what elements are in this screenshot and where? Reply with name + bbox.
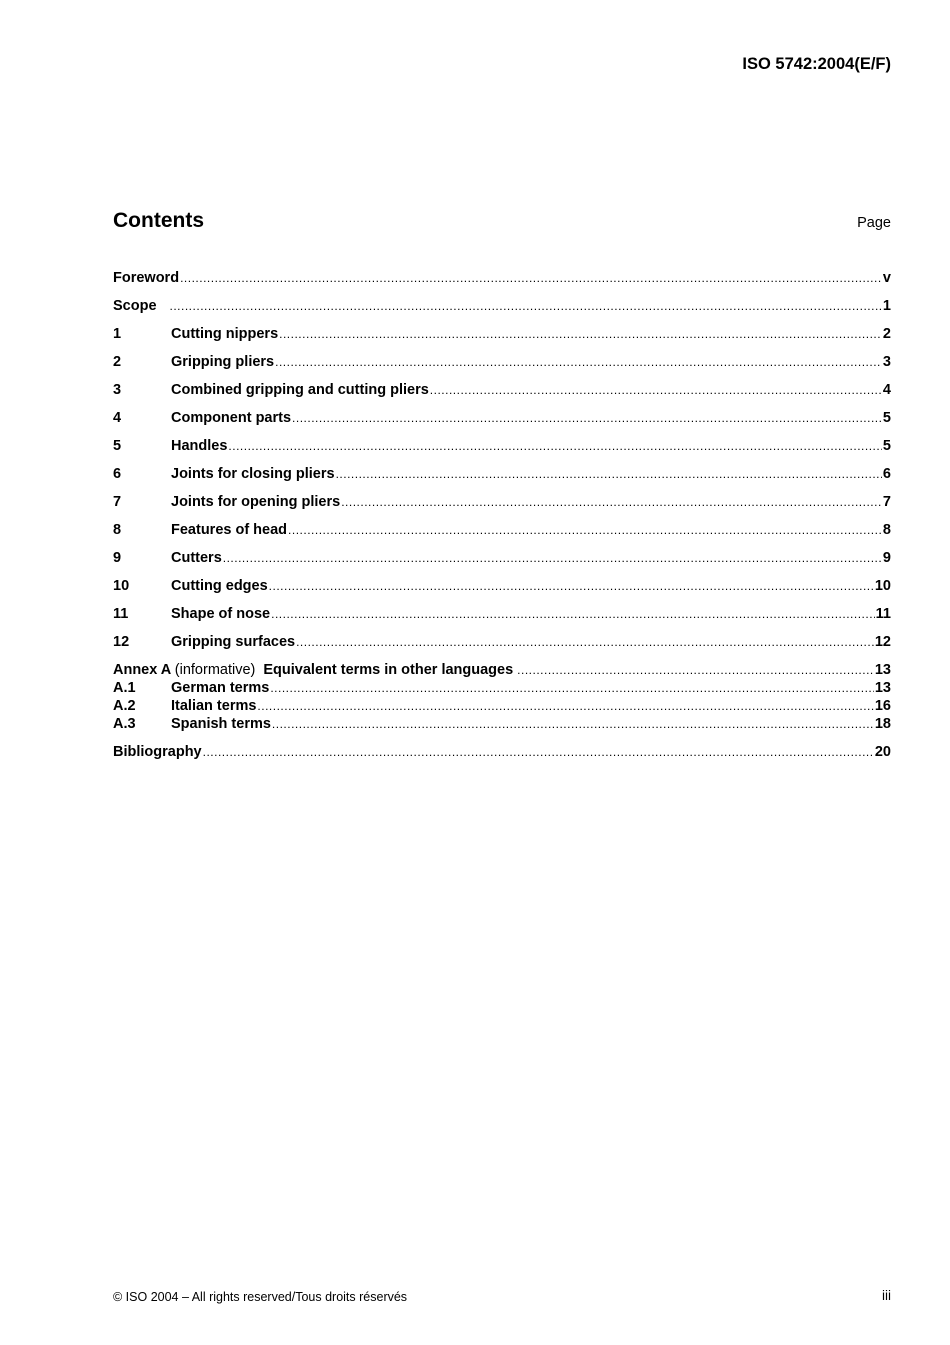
toc-entry-title: Shape of nose — [171, 606, 271, 622]
toc-entry-title: Foreword — [113, 270, 180, 286]
toc-entry-component-parts[interactable] — [113, 409, 891, 437]
toc-entry-page: 1 — [882, 298, 891, 314]
toc-entry-gripping-surfaces[interactable] — [113, 633, 891, 661]
dot-leader — [223, 549, 882, 567]
toc-entry-joints-opening[interactable] — [113, 493, 891, 521]
toc-entry-italian-terms[interactable] — [113, 697, 891, 715]
toc-entry-shape-nose[interactable] — [113, 605, 891, 633]
toc-entry-page: 5 — [882, 410, 891, 426]
toc-entry-page: 18 — [874, 716, 891, 732]
dot-leader — [341, 493, 882, 511]
toc-entry-title: Features of head — [171, 522, 288, 538]
toc-entry-page: 5 — [882, 438, 891, 454]
dot-leader — [517, 661, 874, 679]
toc-entry-title: Bibliography — [113, 744, 202, 760]
toc-entry-title: Joints for closing pliers — [171, 466, 335, 482]
toc-entry-annex-a[interactable] — [113, 661, 891, 679]
toc-entry-foreword[interactable] — [113, 269, 891, 297]
toc-entry-number: 6 — [113, 466, 122, 482]
annex-title: Equivalent terms in other languages — [263, 662, 514, 678]
toc-entry-number: A.2 — [113, 698, 136, 714]
toc-entry-german-terms[interactable] — [113, 679, 891, 697]
toc-entry-title: Gripping pliers — [171, 354, 275, 370]
toc-entry-title: Component parts — [171, 410, 292, 426]
toc-entry-page: 20 — [874, 744, 891, 760]
toc-entry-page: 8 — [882, 522, 891, 538]
dot-leader — [336, 465, 882, 483]
toc-entry-title: Cutters — [171, 550, 222, 566]
toc-entry-number: 11 — [113, 606, 129, 622]
table-of-contents — [113, 269, 891, 771]
toc-entry-number: A.1 — [113, 680, 136, 696]
toc-entry-title: Gripping surfaces — [171, 634, 296, 650]
dot-leader — [430, 381, 882, 399]
toc-entry-cutting-edges[interactable] — [113, 577, 891, 605]
dot-leader — [275, 353, 882, 371]
dot-leader — [292, 409, 882, 427]
toc-entry-title: Cutting nippers — [171, 326, 279, 342]
dot-leader — [296, 633, 874, 651]
toc-entry-title: Scope — [113, 298, 157, 314]
dot-leader — [288, 521, 882, 539]
dot-leader — [269, 577, 874, 595]
toc-entry-scope[interactable] — [113, 297, 891, 325]
toc-entry-cutters[interactable] — [113, 549, 891, 577]
annex-qualifier: (informative) — [174, 662, 256, 678]
toc-entry-spanish-terms[interactable] — [113, 715, 891, 733]
dot-leader — [271, 605, 875, 623]
toc-entry-page: 11 — [875, 606, 891, 622]
annex-label: Annex A — [113, 662, 171, 678]
contents-heading: Contents — [113, 209, 204, 232]
toc-entry-title: Spanish terms — [171, 716, 271, 732]
toc-entry-features-head[interactable] — [113, 521, 891, 549]
toc-entry-number: 7 — [113, 494, 122, 510]
toc-entry-number: A.3 — [113, 716, 136, 732]
toc-entry-number: 10 — [113, 578, 130, 594]
toc-entry-number: 8 — [113, 522, 122, 538]
toc-entry-title: German terms — [171, 680, 270, 696]
toc-entry-handles[interactable] — [113, 437, 891, 465]
toc-entry-page: 6 — [882, 466, 891, 482]
dot-leader — [203, 743, 874, 761]
toc-entry-bibliography[interactable] — [113, 743, 891, 771]
dot-leader — [228, 437, 882, 455]
toc-entry-joints-closing[interactable] — [113, 465, 891, 493]
dot-leader — [170, 297, 882, 315]
toc-entry-page: v — [882, 270, 891, 286]
toc-entry-page: 7 — [882, 494, 891, 510]
toc-entry-combined-pliers[interactable] — [113, 381, 891, 409]
toc-entry-title: Joints for opening pliers — [171, 494, 341, 510]
toc-entry-title: Handles — [171, 438, 228, 454]
toc-entry-page: 10 — [874, 578, 891, 594]
toc-entry-number: 3 — [113, 382, 122, 398]
dot-leader — [272, 715, 874, 733]
toc-entry-page: 2 — [882, 326, 891, 342]
toc-entry-gripping-pliers[interactable] — [113, 353, 891, 381]
toc-entry-page: 4 — [882, 382, 891, 398]
document-id: ISO 5742:2004(E/F) — [742, 55, 891, 73]
footer-page-number: iii — [882, 1288, 891, 1303]
toc-entry-number: 2 — [113, 354, 122, 370]
toc-entry-page: 3 — [882, 354, 891, 370]
toc-entry-page: 9 — [882, 550, 891, 566]
toc-entry-title: Combined gripping and cutting pliers — [171, 382, 429, 398]
dot-leader — [279, 325, 882, 343]
annex-heading — [113, 661, 513, 679]
toc-entry-cutting-nippers[interactable] — [113, 325, 891, 353]
page-column-label: Page — [857, 215, 891, 231]
toc-entry-title: Cutting edges — [171, 578, 268, 594]
dot-leader — [257, 697, 873, 715]
toc-entry-number: 1 — [113, 326, 122, 342]
toc-entry-page: 12 — [874, 634, 891, 650]
toc-entry-page: 16 — [874, 698, 891, 714]
toc-entry-title: Italian terms — [171, 698, 257, 714]
dot-leader — [270, 679, 874, 697]
toc-entry-page: 13 — [874, 680, 891, 696]
toc-entry-number: 12 — [113, 634, 130, 650]
toc-entry-number: 5 — [113, 438, 122, 454]
footer-copyright: © ISO 2004 – All rights reserved/Tous droits réservés — [113, 1290, 408, 1304]
toc-entry-number: 4 — [113, 410, 122, 426]
dot-leader — [180, 269, 882, 287]
toc-entry-page: 13 — [874, 662, 891, 678]
toc-entry-number: 9 — [113, 550, 122, 566]
